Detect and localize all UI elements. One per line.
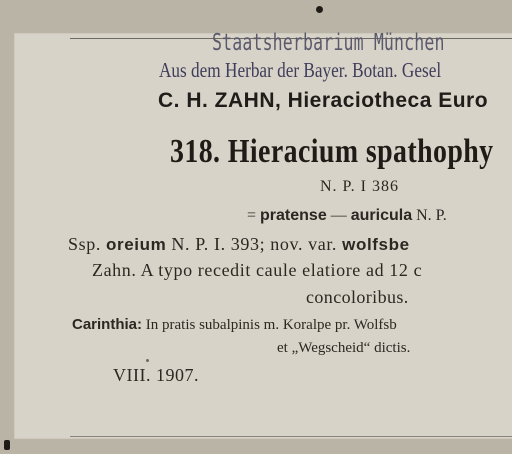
stamp-line-1: Staatsherbarium München — [212, 30, 445, 56]
ink-speck — [4, 440, 10, 450]
description-line-1: Zahn. A typo recedit caule elatiore ad 12 c — [92, 260, 423, 280]
description-line-2: concoloribus. — [306, 287, 409, 307]
parent-species-2: auricula — [350, 207, 413, 224]
ssp-prefix: Ssp. — [68, 234, 107, 254]
dust-speck — [146, 359, 149, 362]
locality-region: Carinthia: — [72, 316, 143, 333]
locality-line-1 — [72, 316, 397, 334]
ssp-middle: N. P. I. 393; nov. var. — [166, 234, 343, 254]
stamp-line-2: Aus dem Herbar der Bayer. Botan. Gesel — [159, 58, 442, 82]
subspecies-line — [68, 234, 410, 255]
locality-text: In pratis subalpinis m. Koralpe pr. Wolfsb — [142, 317, 397, 333]
reference: N. P. I 386 — [320, 178, 400, 195]
parentage-suffix: N. P. — [412, 207, 447, 224]
specimen-title: 318. Hieracium spathophy — [170, 133, 494, 170]
collector-heading: C. H. ZAHN, Hieraciotheca Euro — [158, 89, 489, 112]
ssp-variety: wolfsbe — [342, 235, 410, 254]
locality-line-2: et „Wegscheid“ dictis. — [277, 340, 411, 356]
ssp-name: oreium — [106, 235, 167, 254]
parentage-prefix: = — [247, 207, 261, 224]
parent-species-1: pratense — [260, 207, 327, 224]
parentage-line — [247, 207, 447, 225]
bottom-rule — [70, 436, 512, 437]
parentage-dash: — — [326, 207, 351, 224]
pin-hole — [316, 6, 323, 13]
collection-date: VIII. 1907. — [113, 365, 199, 385]
